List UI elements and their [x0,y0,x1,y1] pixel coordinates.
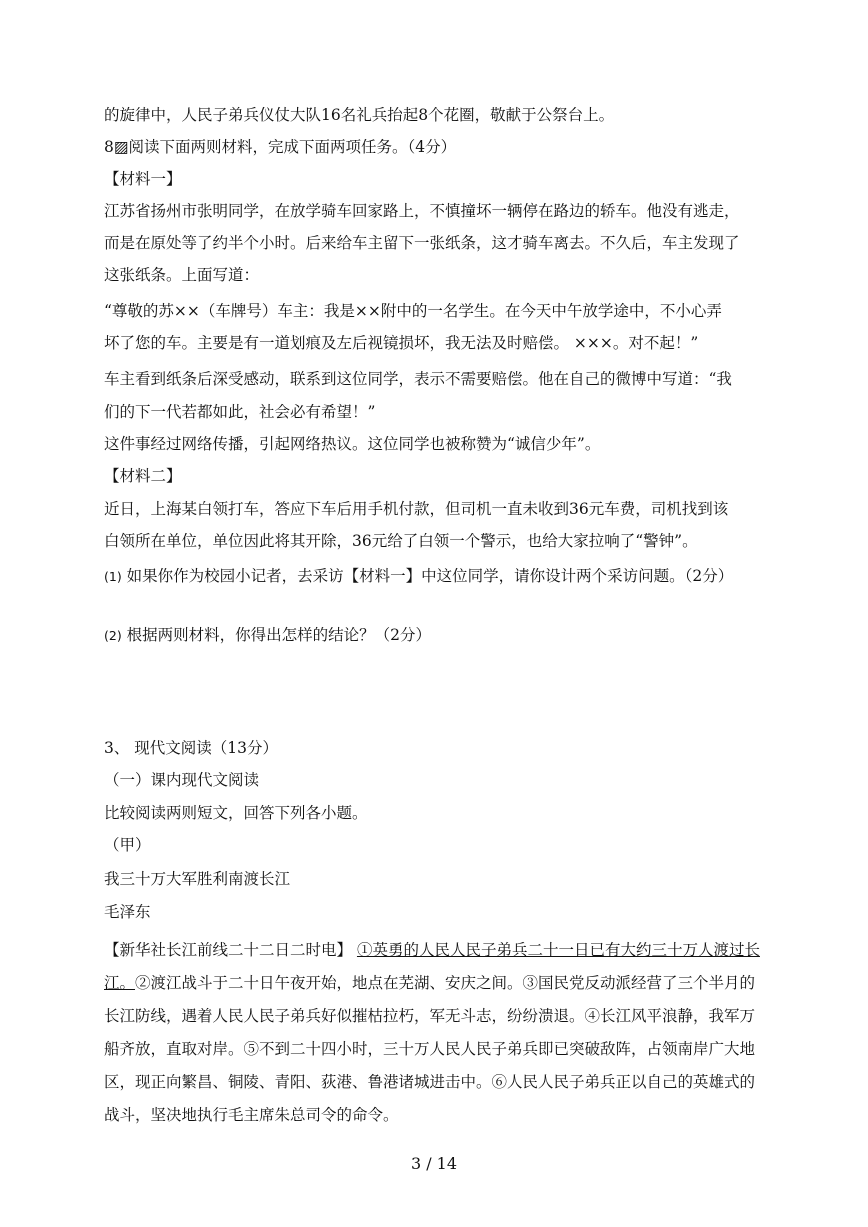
section-heading: 3、 现代文阅读（13分） [104,739,279,757]
material-two-heading: 【材料二】 [104,467,182,485]
question-text: 根据两则材料，你得出怎样的结论？（2分） [126,626,432,644]
question-8-prompt: 8▨阅读下面两则材料，完成下面两项任务。（4分） [104,138,457,156]
text-line: 的旋律中，人民子弟兵仪仗大队16名礼兵抬起8个花圈，敬献于公祭台上。 [104,106,615,124]
passage-title: 我三十万大军胜利南渡长江 [104,870,291,888]
question-text: 如果你作为校园小记者，去采访【材料一】中这位同学，请你设计两个采访问题。（2分） [126,567,734,585]
subsection-heading: （一）课内现代文阅读 [104,771,260,789]
question-number: (2) [104,628,122,643]
text-line: 这件事经过网络传播，引起网络热议。这位同学也被称赞为“诚信少年”。 [104,435,601,453]
page-number: 3 / 14 [410,1154,458,1173]
question-2 [104,623,764,648]
material-one-heading: 【材料一】 [104,170,182,188]
passage-body [104,934,768,1132]
text-line: 坏了您的车。主要是有一道划痕及左后视镜损坏，我无法及时赔偿。 ×××。对不起！” [104,334,699,352]
instruction: 比较阅读两则短文，回答下列各小题。 [104,804,368,822]
underlined-sentence: ①英勇的人民人民子弟兵二十一日已有大约三十万人渡过长江。 [104,941,760,992]
text-line: 江苏省扬州市张明同学，在放学骑车回家路上，不慎撞坏一辆停在路边的轿车。他没有逃走， [104,202,740,220]
text-line: 而是在原处等了约半个小时。后来给车主留下一张纸条，这才骑车离去。不久后，车主发现了 [104,234,740,252]
text-line: 白领所在单位，单位因此将其开除，36元给了白领一个警示，也给大家拉响了“警钟”。 [104,532,698,550]
passage-label: （甲） [104,836,151,854]
text-line: 们的下一代若都如此，社会必有希望！” [104,403,376,421]
passage-text: ②渡江战斗于二十日午夜开始，地点在芜湖、安庆之间。③国民党反动派经营了三个半月的长江防线，遇着人民人民子弟兵好似摧枯拉朽，军无斗志，纷纷溃退。④长江风平浪静，我军万船齐放，直取对岸。⑤不到二十四小时，三十万人民人民子弟兵即已突破敌阵，占领南岸广大地区，现正向繁昌、铜陵、青阳、荻港、鲁港诸城进击中。⑥人民人民子弟兵正以自己的英雄式的战斗，坚决地执行毛主席朱总司令的命令。 [104,974,756,1124]
text-line: 这张纸条。上面写道： [104,266,260,284]
question-number: (1) [104,569,122,584]
text-line: 车主看到纸条后深受感动，联系到这位同学，表示不需要赔偿。他在自己的微博中写道：“我 [104,370,732,388]
question-1 [104,564,764,589]
text-line: “尊敬的苏××（车牌号）车主：我是××附中的一名学生。在今天中午放学途中，不小心弄 [104,302,722,320]
passage-author: 毛泽东 [104,903,151,921]
text-line: 近日，上海某白领打车，答应下车后用手机付款，但司机一直未收到36元车费，司机找到该 [104,500,729,518]
dateline: 【新华社长江前线二十二日二时电】 [104,941,353,959]
